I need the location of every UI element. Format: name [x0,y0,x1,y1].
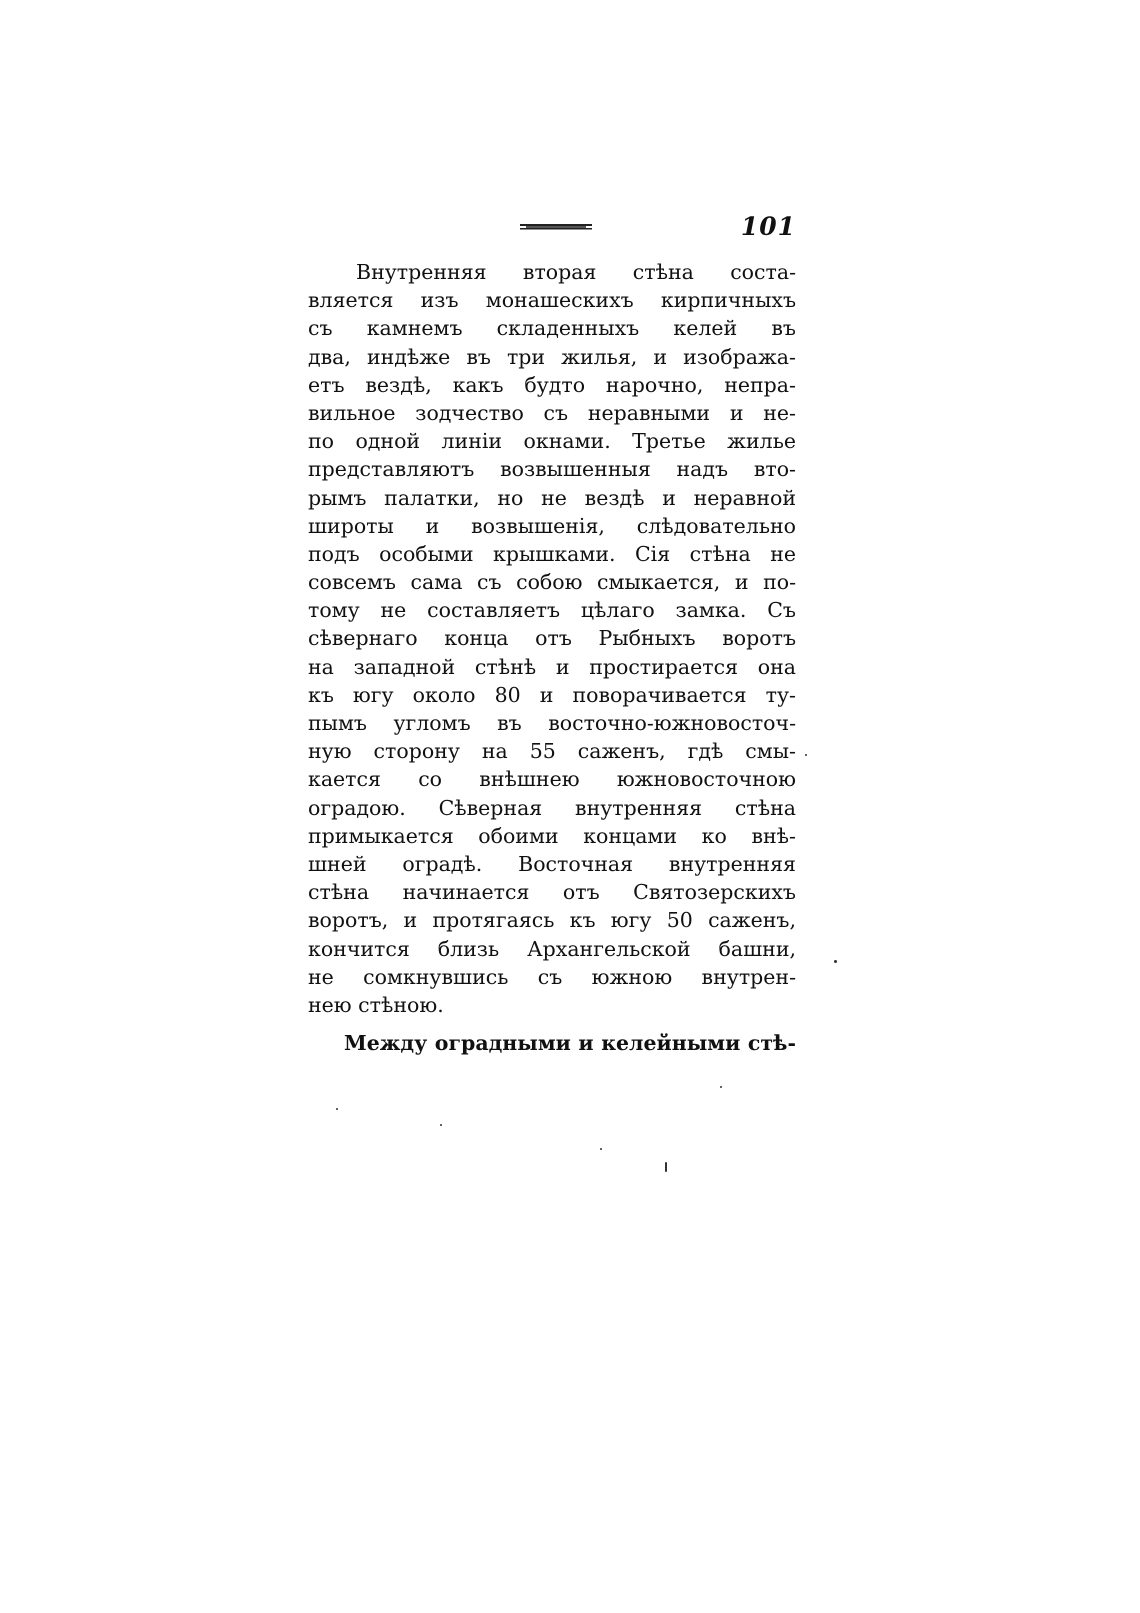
text-line: вляется изъ монашескихъ кирпичныхъ [308,288,796,313]
text-line: широты и возвышенія, слѣдовательно [308,513,796,538]
text-line: кончится близь Архангельской башни, [308,936,796,961]
text-line: оградою. Сѣверная внутренняя стѣна [308,795,796,820]
text-line: примыкается обоими концами ко внѣ- [308,823,796,848]
text-line: нею стѣною. [308,992,444,1017]
print-speck [720,1086,722,1088]
text-line: подъ особыми крышками. Сія стѣна не [308,541,796,566]
text-line: тому не составляетъ цѣлаго замка. Съ [308,598,796,623]
print-speck [805,754,807,756]
text-line: къ югу около 80 и поворачивается ту- [308,682,796,707]
text-line: два, индѣже въ три жилья, и изобража- [308,344,796,369]
text-line: представляютъ возвышенныя надъ вто- [308,457,796,482]
text-line: стѣна начинается отъ Святозерскихъ [308,880,796,905]
text-line: совсемъ сама съ собою смыкается, и по- [308,570,796,595]
header-ornament-rule [520,222,592,232]
page-body-text [308,258,796,1057]
text-line: сѣвернаго конца отъ Рыбныхъ воротъ [308,626,796,651]
page-header [300,212,800,246]
text-line: етъ вездѣ, какъ будто нарочно, непра- [308,372,796,397]
paragraph [308,1029,796,1057]
text-line: воротъ, и протягаясь къ югу 50 саженъ, [308,908,796,933]
text-line: Внутренняя вторая стѣна соста- [356,260,796,284]
text-line: рымъ палатки, но не вездѣ и неравной [308,485,796,510]
text-line: ную сторону на 55 саженъ, гдѣ смы- [308,739,796,764]
text-line: съ камнемъ складенныхъ келей въ [308,316,796,341]
print-speck [665,1162,667,1172]
text-line: не сомкнувшись съ южною внутрен- [308,964,796,989]
text-line: кается со внѣшнею южновосточною [308,767,796,792]
text-line: по одной линіи окнами. Третье жилье [308,429,796,454]
text-line: Между оградными и келейными стѣ- [344,1031,796,1056]
text-line: вильное зодчество съ неравными и не- [308,400,796,425]
page-number: 101 [740,212,796,241]
text-line: на западной стѣнѣ и простирается она [308,654,796,679]
text-line: пымъ угломъ въ восточно-южновосточ- [308,711,796,735]
paragraph [308,258,796,1019]
text-line: шней оградѣ. Восточная внутренняя [308,851,796,876]
print-speck [440,1124,442,1126]
print-speck [600,1148,602,1150]
print-speck [336,1108,338,1110]
print-speck [834,960,837,963]
